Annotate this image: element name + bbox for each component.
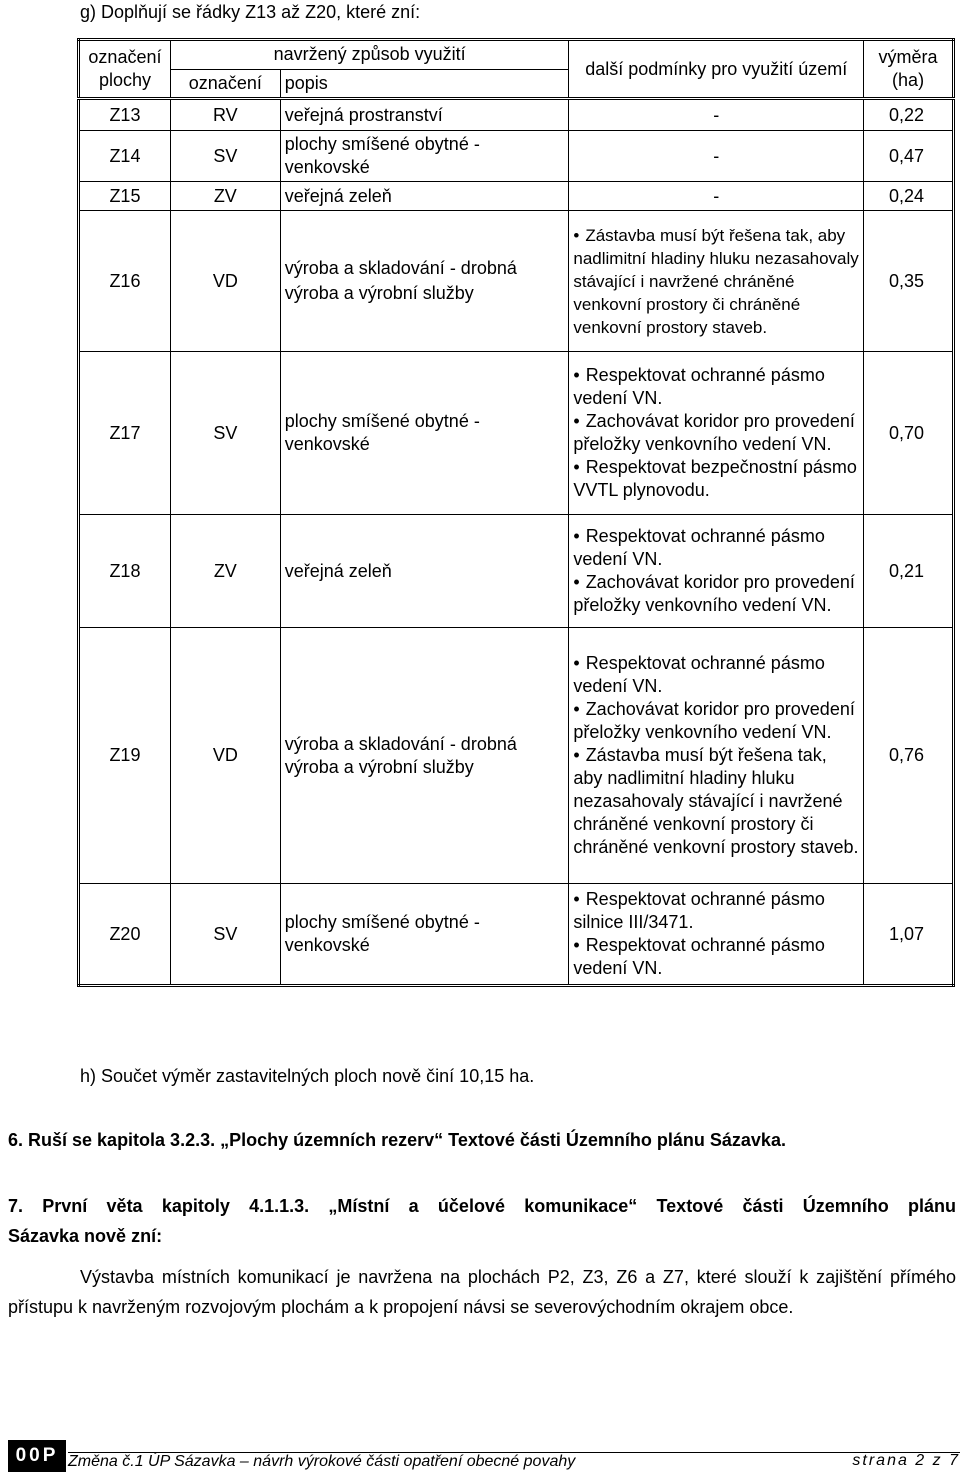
condition-item bbox=[573, 698, 859, 744]
row-cond: - bbox=[569, 131, 864, 182]
condition-text: Respektovat ochranné pásmo silnice III/3471. bbox=[573, 889, 825, 932]
bullet-icon: • bbox=[573, 745, 580, 765]
row-conds bbox=[569, 628, 864, 884]
row-code: SV bbox=[170, 884, 280, 986]
footer-badge: 00P bbox=[8, 1440, 66, 1472]
row-conds bbox=[569, 352, 864, 515]
condition-item bbox=[573, 652, 859, 698]
row-desc: výroba a skladování - drobná výroba a výrobní služby bbox=[280, 628, 569, 884]
bullet-icon: • bbox=[573, 935, 580, 955]
section-heading-g: g) Doplňují se řádky Z13 až Z20, které zní: bbox=[80, 2, 421, 22]
row-id: Z17 bbox=[79, 352, 171, 515]
header-oznaceni-plochy: označení plochy bbox=[79, 40, 171, 99]
row-area: 0,76 bbox=[864, 628, 954, 884]
header-oznaceni: označení bbox=[170, 69, 280, 99]
condition-item bbox=[573, 934, 859, 980]
page-footer bbox=[8, 1440, 960, 1472]
bullet-icon: • bbox=[573, 365, 580, 385]
table-row bbox=[79, 352, 954, 515]
condition-text: Zástavba musí být řešena tak, aby nadlimitní hladiny hluku nezasahovaly stávající i navržené chráněné venkovní prostory či chráněné venkovní prostory staveb. bbox=[573, 745, 859, 857]
table-header-row bbox=[79, 40, 954, 70]
condition-text: Respektovat bezpečnostní pásmo VVTL plynovodu. bbox=[573, 457, 857, 500]
row-code: ZV bbox=[170, 515, 280, 628]
row-code: SV bbox=[170, 131, 280, 182]
bullet-icon: • bbox=[573, 572, 580, 592]
bullet-icon: • bbox=[573, 526, 580, 546]
footer-title-text: Změna č.1 ÚP Sázavka – návrh výrokové části opatření obecné povahy bbox=[68, 1453, 576, 1470]
row-area: 0,24 bbox=[864, 182, 954, 211]
condition-text: Zachovávat koridor pro provedení přeložky venkovního vedení VN. bbox=[573, 699, 855, 742]
condition-text: Respektovat ochranné pásmo vedení VN. bbox=[573, 526, 825, 569]
table-row bbox=[79, 515, 954, 628]
row-id: Z19 bbox=[79, 628, 171, 884]
header-popis: popis bbox=[280, 69, 569, 99]
row-code: VD bbox=[170, 211, 280, 352]
condition-item bbox=[573, 224, 859, 339]
bullet-icon: • bbox=[573, 457, 580, 477]
row-area: 1,07 bbox=[864, 884, 954, 986]
paragraph-7-line2: Sázavka nově zní: bbox=[8, 1226, 163, 1246]
paragraph-6: 6. Ruší se kapitola 3.2.3. „Plochy územních rezerv“ Textové části Územního plánu Sázavka. bbox=[8, 1130, 786, 1150]
condition-text: Zachovávat koridor pro provedení přeložky venkovního vedení VN. bbox=[573, 572, 855, 615]
header-vymera: výměra (ha) bbox=[864, 40, 954, 99]
header-dalsi-podminky: další podmínky pro využití území bbox=[569, 40, 864, 99]
table-row bbox=[79, 211, 954, 352]
condition-item bbox=[573, 456, 859, 502]
row-area: 0,70 bbox=[864, 352, 954, 515]
row-id: Z18 bbox=[79, 515, 171, 628]
condition-text: Zachovávat koridor pro provedení přeložky venkovního vedení VN. bbox=[573, 411, 855, 454]
row-code: SV bbox=[170, 352, 280, 515]
row-code: RV bbox=[170, 99, 280, 131]
row-desc: veřejná zeleň bbox=[280, 182, 569, 211]
condition-item bbox=[573, 744, 859, 859]
condition-item bbox=[573, 888, 859, 934]
row-conds bbox=[569, 884, 864, 986]
row-area: 0,47 bbox=[864, 131, 954, 182]
table-row bbox=[79, 884, 954, 986]
bullet-icon: • bbox=[573, 889, 580, 909]
condition-item bbox=[573, 410, 859, 456]
condition-text: Respektovat ochranné pásmo vedení VN. bbox=[573, 935, 825, 978]
body-paragraph: Výstavba místních komunikací je navržena na plochách P2, Z3, Z6 a Z7, které slouží k zajištění přímého přístupu k navrženým rozvojovým plochám a k propojení návsi se severovýchodním okrajem obce. bbox=[8, 1267, 956, 1317]
paragraph-h: h) Součet výměr zastavitelných ploch nově činí 10,15 ha. bbox=[80, 1066, 535, 1086]
condition-text: Respektovat ochranné pásmo vedení VN. bbox=[573, 365, 825, 408]
table-row bbox=[79, 99, 954, 131]
row-code: VD bbox=[170, 628, 280, 884]
condition-text: Zástavba musí být řešena tak, aby nadlimitní hladiny hluku nezasahovaly stávající i navržené chráněné venkovní prostory či chráněné venkovní prostory staveb. bbox=[573, 225, 859, 337]
bullet-icon: • bbox=[573, 411, 580, 431]
row-cond: - bbox=[569, 182, 864, 211]
paragraph-7-line1: 7. První věta kapitoly 4.1.1.3. „Místní a účelové komunikace“ Textové části Územního plánu bbox=[8, 1196, 956, 1216]
table-row bbox=[79, 182, 954, 211]
header-navrzeny-zpusob: navržený způsob využití bbox=[170, 40, 568, 70]
row-id: Z13 bbox=[79, 99, 171, 131]
footer-title bbox=[68, 1452, 960, 1471]
row-desc: výroba a skladování - drobná výroba a výrobní služby bbox=[280, 211, 569, 352]
row-area: 0,21 bbox=[864, 515, 954, 628]
row-id: Z20 bbox=[79, 884, 171, 986]
row-area: 0,35 bbox=[864, 211, 954, 352]
row-desc: plochy smíšené obytné - venkovské bbox=[280, 884, 569, 986]
condition-item bbox=[573, 525, 859, 571]
condition-item bbox=[573, 571, 859, 617]
row-id: Z14 bbox=[79, 131, 171, 182]
bullet-icon: • bbox=[573, 225, 580, 245]
condition-item bbox=[573, 364, 859, 410]
table-row bbox=[79, 628, 954, 884]
row-conds bbox=[569, 515, 864, 628]
row-id: Z16 bbox=[79, 211, 171, 352]
row-desc: plochy smíšené obytné - venkovské bbox=[280, 352, 569, 515]
row-desc: veřejná zeleň bbox=[280, 515, 569, 628]
row-code: ZV bbox=[170, 182, 280, 211]
row-id: Z15 bbox=[79, 182, 171, 211]
table-row bbox=[79, 131, 954, 182]
row-cond: - bbox=[569, 99, 864, 131]
footer-page-number: strana 2 z 7 bbox=[852, 1452, 960, 1469]
plots-table bbox=[77, 38, 955, 987]
row-area: 0,22 bbox=[864, 99, 954, 131]
row-desc: plochy smíšené obytné - venkovské bbox=[280, 131, 569, 182]
bullet-icon: • bbox=[573, 699, 580, 719]
row-conds bbox=[569, 211, 864, 352]
condition-text: Respektovat ochranné pásmo vedení VN. bbox=[573, 653, 825, 696]
bullet-icon: • bbox=[573, 653, 580, 673]
row-desc: veřejná prostranství bbox=[280, 99, 569, 131]
